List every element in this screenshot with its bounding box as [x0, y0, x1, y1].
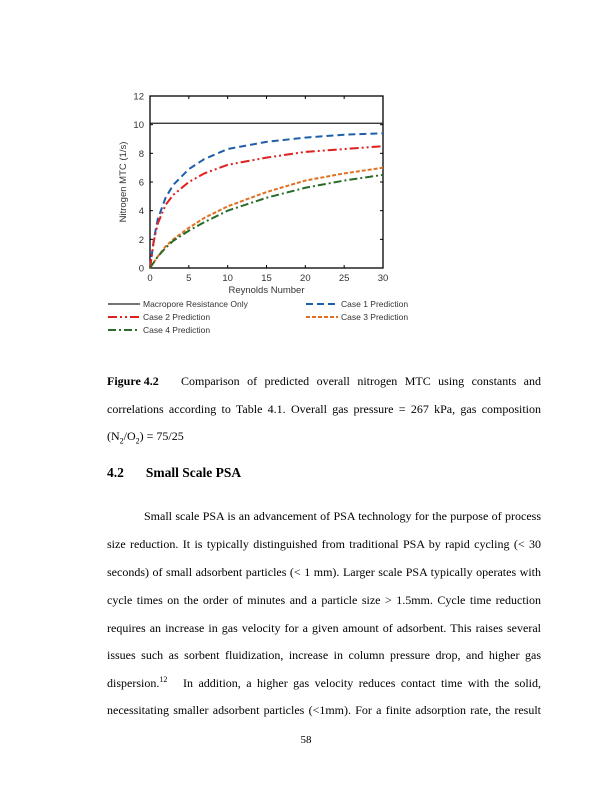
figure-label: Figure 4.2	[107, 374, 159, 388]
paragraph-line: cycle times on the order of minutes and a particle size > 1.5mm. Cycle time reduction	[107, 593, 541, 607]
subscript: 2	[119, 436, 124, 446]
caption-text: /O	[123, 429, 136, 443]
x-tick-label: 0	[147, 273, 153, 284]
paragraph-line: requires an increase in gas velocity for a given amount of adsorbent. This raises several	[107, 621, 541, 635]
x-tick-label: 5	[186, 273, 192, 284]
y-tick-label: 8	[138, 148, 144, 160]
paragraph-line: seconds) of small adsorbent particles (< 1 mm). Larger scale PSA typically operates with	[107, 565, 541, 579]
y-tick-label: 4	[138, 206, 144, 218]
caption-text: ) = 75/25	[139, 429, 184, 443]
paragraph-line: necessitating smaller adsorbent particles (<1mm). For a finite adsorption rate, the result	[107, 703, 541, 717]
figure-chart	[0, 0, 612, 350]
section-title: Small Scale PSA	[145, 465, 242, 480]
series-line-5	[150, 175, 383, 268]
x-tick-label: 20	[300, 273, 311, 284]
y-axis-label: Nitrogen MTC (1/s)	[118, 141, 129, 223]
caption-text: (N	[107, 429, 120, 443]
reference-superscript: 12	[159, 675, 168, 684]
legend-label-2: Case 1 Prediction	[341, 299, 409, 309]
paragraph-line-start	[107, 676, 177, 691]
legend-label-5: Case 4 Prediction	[143, 325, 211, 335]
x-tick-label: 15	[261, 273, 272, 284]
legend-label-1: Macropore Resistance Only	[143, 299, 248, 309]
paragraph-line: In addition, a higher gas velocity reduces contact time with the solid,	[183, 676, 541, 690]
y-tick-label: 10	[133, 120, 144, 132]
paragraph-line: issues such as sorbent fluidization, increase in column pressure drop, and higher gas	[107, 648, 541, 662]
plot-frame	[150, 96, 383, 268]
x-tick-label: 10	[222, 273, 233, 284]
paragraph-line: size reduction. It is typically distinguished from traditional PSA by rapid cycling (< 30	[107, 537, 541, 551]
y-tick-label: 12	[133, 91, 144, 103]
subscript: 2	[135, 436, 140, 446]
caption-line-1	[107, 374, 541, 389]
caption-line-2: correlations according to Table 4.1. Overall gas pressure = 267 kPa, gas composition	[107, 402, 541, 416]
paragraph-line: Small scale PSA is an advancement of PSA technology for the purpose of process	[144, 509, 541, 523]
series-line-2	[150, 133, 383, 268]
y-tick-label: 2	[138, 234, 144, 246]
page-number: 58	[300, 734, 312, 746]
caption-line-3	[107, 429, 541, 444]
x-tick-label: 30	[377, 273, 389, 284]
y-tick-label: 0	[138, 263, 144, 275]
x-tick-label: 25	[338, 273, 350, 284]
caption-text-1: Comparison of predicted overall nitrogen MTC using constants and	[181, 374, 541, 388]
series-line-4	[150, 168, 383, 268]
section-number: 4.2	[107, 465, 124, 480]
legend-label-4: Case 3 Prediction	[341, 312, 409, 322]
paragraph-text: dispersion.	[107, 676, 160, 690]
x-axis-label: Reynolds Number	[228, 285, 305, 296]
legend-label-3: Case 2 Prediction	[143, 312, 211, 322]
y-tick-label: 6	[138, 177, 144, 189]
series-line-3	[150, 146, 383, 268]
section-heading	[107, 465, 241, 481]
